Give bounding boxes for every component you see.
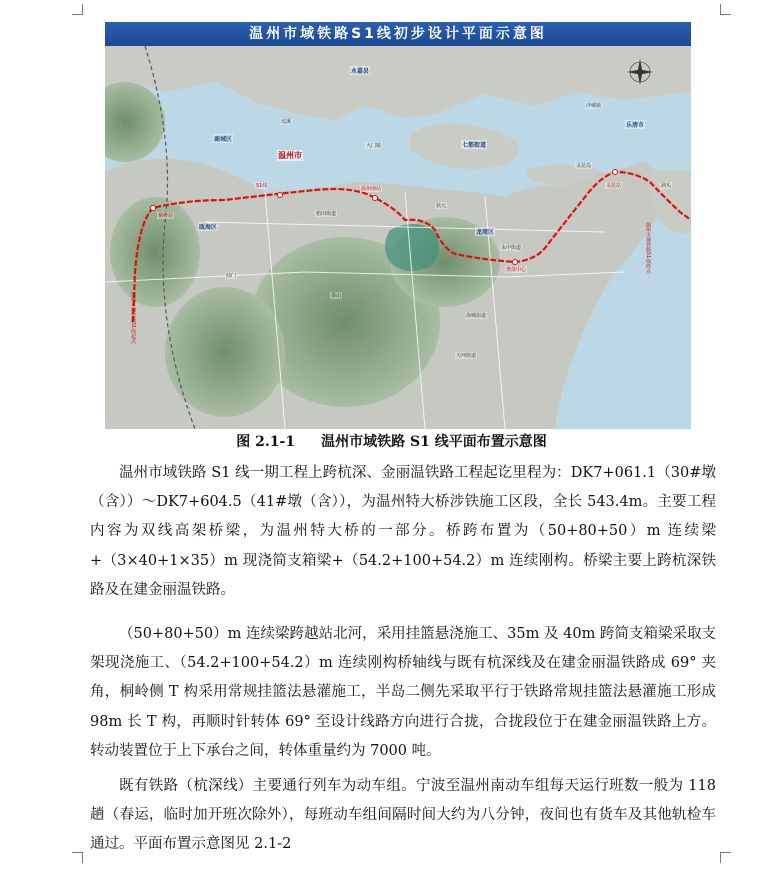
route-station-marker (151, 206, 156, 211)
place-label: 茶山 (331, 293, 342, 299)
paragraph-text: 既有铁路（杭深线）主要通行列车为动车组。宁波至温州南动车组每天运行班数一般为 118 趟（春运，临时加开班次除外），每班动车组间隔时间大约为八分钟，夜间也有货车及其他轨检车通过。平面布置示意图见 2.1-2 (90, 778, 716, 853)
paragraph (90, 459, 716, 605)
place-label: 瑶溪 (281, 119, 292, 125)
district-label: 龙湾区 (476, 229, 495, 236)
route-end-label: 温州市域铁路S1线终点 (645, 222, 651, 274)
route-tag: 桐岭站 (158, 213, 174, 219)
page-corner-mark (720, 4, 731, 15)
map-title-bar: 温州市域铁路S1线初步设计平面示意图 (105, 22, 691, 46)
map-graphic (105, 22, 691, 429)
place-label: 大门镇 (366, 143, 382, 149)
district-label: 永嘉县 (351, 68, 370, 75)
district-label: 鹿城区 (214, 136, 233, 143)
place-label: 沙城镇 (586, 103, 602, 109)
district-label: 七都街道 (462, 142, 487, 149)
paragraph-text: 温州市域铁路 S1 线一期工程上跨杭深、金丽温铁路工程起讫里程为：DK7+061.1（30#墩（含））～DK7+604.5（41#墩（含）），为温州特大桥涉铁施工区段，全长 543.4m。主要工程内容为双线高架桥梁，为温州特大桥的一部分。桥跨布置为（50+80+50）m 连续梁+（3×40+1×35）m 现浇简支箱梁+（54.2+100+54.2）m 连续刚构。桥梁主要上跨杭深铁路及在建金丽温铁路。 (90, 465, 716, 598)
place-label: 仙门 (226, 273, 237, 279)
lake (385, 224, 439, 271)
district-label: 瓯海区 (199, 224, 218, 231)
route-tag: 温州南站 (361, 186, 382, 192)
place-label: 洞头 (661, 183, 672, 189)
city-label: 温州市 (278, 151, 302, 160)
route-tag: 灵昆站 (606, 183, 622, 189)
route-map-figure (105, 22, 691, 429)
route-station-marker (278, 193, 283, 198)
place-label: 状元 (436, 203, 447, 209)
place-label: 海城街道 (466, 313, 487, 319)
route-tag: S1线 (256, 183, 268, 189)
place-label: 永中街道 (501, 245, 522, 251)
route-station-marker (613, 170, 618, 175)
page-corner-mark (72, 4, 83, 15)
figure-caption-text: 温州市域铁路 S1 线平面布置示意图 (321, 434, 547, 450)
figure-caption (0, 431, 783, 451)
paragraph (90, 620, 716, 766)
district-label: 乐清市 (626, 122, 645, 129)
figure-caption-number: 图 2.1-1 (236, 434, 296, 450)
route-station-marker (513, 260, 518, 265)
paragraph (90, 772, 716, 860)
place-label: 灵昆岛 (576, 163, 592, 169)
route-station-marker (373, 196, 378, 201)
place-label: 梧田街道 (316, 211, 337, 217)
page-corner-mark (720, 852, 731, 863)
page-corner-mark (72, 852, 83, 863)
paragraph-text: （50+80+50）m 连续梁跨越站北河，采用挂篮悬浇施工、35m 及 40m 跨简支箱梁采取支架现浇施工、（54.2+100+54.2）m 连续刚构桥轴线与既有杭深线及在建金丽温铁路成 69° 夹角，桐岭侧 T 构采用常规挂篮法悬灌施工，半岛二侧先采取平行于铁路常规挂篮法悬灌施工形成 98m 长 T 构，再顺时针转体 69° 至设计线路方向进行合拢，合拢段位于在建金丽温铁路上方。转动装置位于上下承台之间，转体重量约为 7000 吨。 (90, 626, 716, 759)
route-start-label: 温州市域铁路S1线起点 (130, 292, 136, 344)
mountain-range-southwest (165, 287, 285, 417)
mountain-range-west (110, 197, 200, 307)
route-tag: 奥体中心 (506, 267, 527, 273)
place-label: 天河街道 (456, 353, 477, 359)
